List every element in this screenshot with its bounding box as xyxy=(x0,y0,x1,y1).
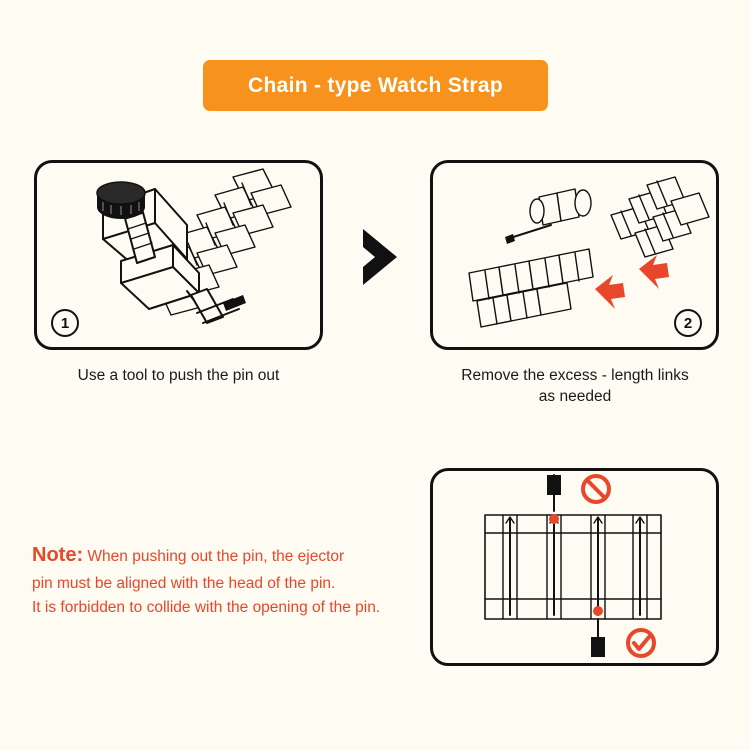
note-line-1-text: When pushing out the pin, the ejector xyxy=(87,548,345,565)
note-line-1 xyxy=(32,540,422,572)
step-2-caption-line-1: Remove the excess - length links xyxy=(461,367,689,384)
page-title-banner xyxy=(203,60,548,111)
check-circle-icon xyxy=(628,630,654,656)
step-1-caption: Use a tool to push the pin out xyxy=(77,367,280,384)
illustration-pin-alignment-detail xyxy=(433,471,715,662)
note-label: Note: xyxy=(32,544,84,566)
illustration-links-separated xyxy=(433,163,715,346)
chevron-right-icon xyxy=(357,227,407,287)
note-line-3: It is forbidden to collide with the opening of the pin. xyxy=(32,599,381,617)
prohibition-icon xyxy=(583,476,609,502)
note-block xyxy=(32,540,422,621)
illustration-pin-pusher-tool xyxy=(37,163,319,346)
step-1-illustration-panel xyxy=(34,160,323,350)
step-2-illustration-panel xyxy=(430,160,719,350)
note-line-2: pin must be aligned with the head of the pin. xyxy=(32,574,336,592)
step-2-caption xyxy=(420,366,730,408)
pin-alignment-detail-panel xyxy=(430,468,719,666)
page-title: Chain - type Watch Strap xyxy=(248,73,503,97)
step-2-caption-line-2: as needed xyxy=(538,387,612,405)
step-2-badge: 2 xyxy=(674,309,702,337)
step-1-badge: 1 xyxy=(51,309,79,337)
